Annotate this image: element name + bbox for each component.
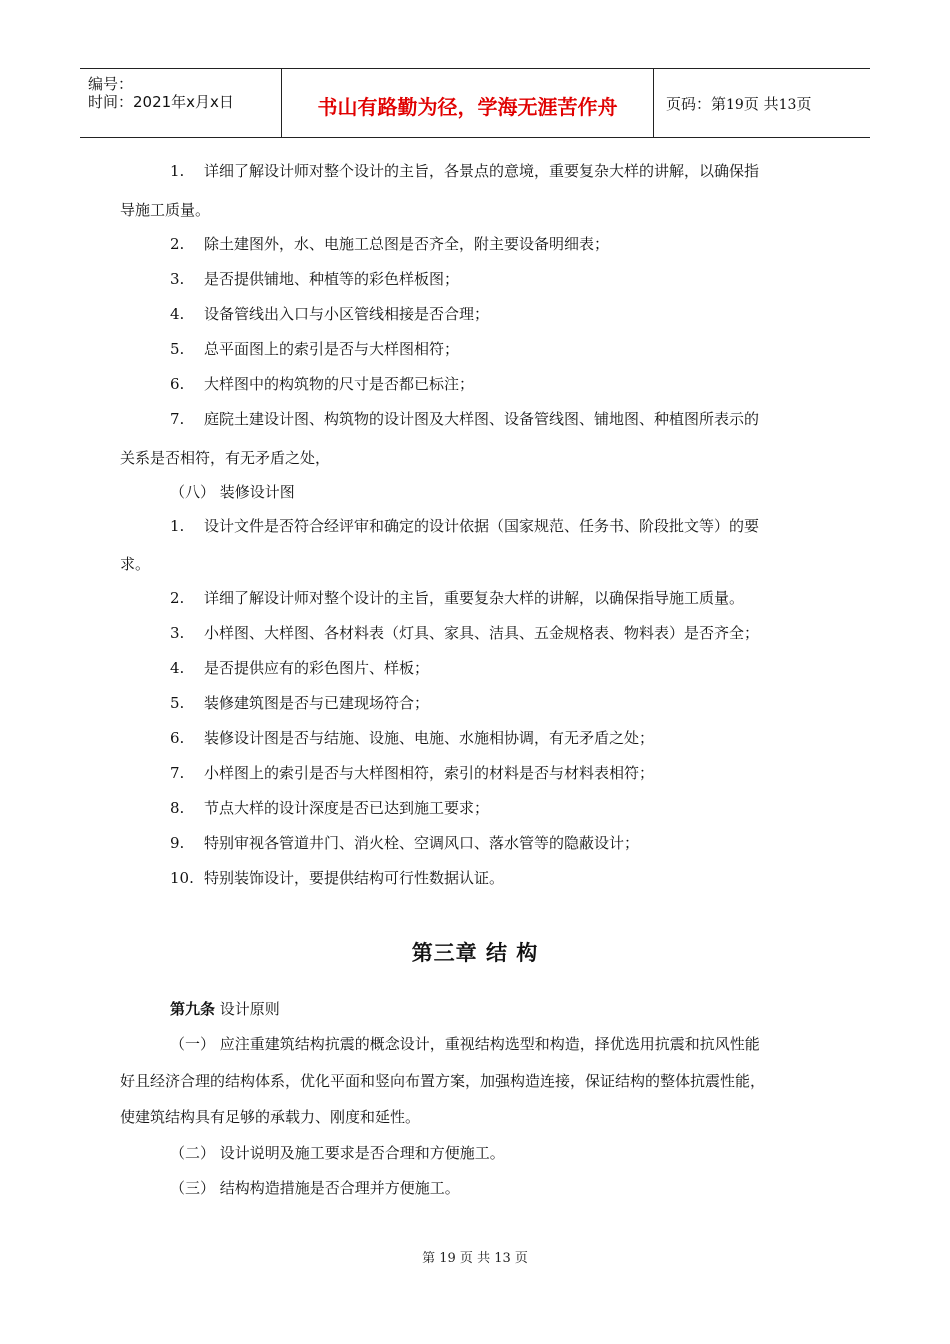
page-suffix: 页 (796, 95, 812, 113)
paragraph-line: （二） 设计说明及施工要求是否合理和方便施工。 (170, 1144, 505, 1162)
date-label: 时间：2021年x月x日 (88, 93, 234, 111)
page-header (80, 68, 870, 138)
paragraph-line: 使建筑结构具有足够的承载力、刚度和延性。 (120, 1108, 421, 1126)
header-motto: 书山有路勤为径，学海无涯苦作舟 (317, 95, 618, 119)
item-number: 9. (170, 834, 185, 852)
item-text: 详细了解设计师对整个设计的主旨，各景点的意境，重要复杂大样的讲解，以确保指 (204, 162, 760, 180)
item-number: 1. (170, 162, 185, 180)
item-number: 4. (170, 659, 185, 677)
item-text: 小样图、大样图、各材料表（灯具、家具、洁具、五金规格表、物料表）是否齐全； (204, 624, 760, 642)
item-number: 5. (170, 340, 185, 358)
item-text: 设备管线出入口与小区管线相接是否合理； (204, 305, 490, 323)
paragraph-line: （一） 应注重建筑结构抗震的概念设计，重视结构选型和构造，择优选用抗震和抗风性能 (170, 1035, 760, 1053)
paragraph-line: 好且经济合理的结构体系，优化平面和竖向布置方案，加强构造连接，保证结构的整体抗震性能， (120, 1072, 766, 1090)
article-heading (170, 999, 280, 1019)
page-mid: 页 共 (743, 95, 779, 113)
header-motto-cell (282, 69, 654, 137)
item-number: 2. (170, 589, 185, 607)
item-number: 5. (170, 694, 185, 712)
item-text: 设计文件是否符合经评审和确定的设计依据（国家规范、任务书、阶段批文等）的要 (204, 517, 760, 535)
item-number: 3. (170, 270, 185, 288)
page-current: 19 (726, 97, 744, 113)
section-heading: （八） 装修设计图 (170, 483, 295, 501)
item-number: 8. (170, 799, 185, 817)
item-text: 大样图中的构筑物的尺寸是否都已标注； (204, 375, 475, 393)
item-text: 特别装饰设计，要提供结构可行性数据认证。 (204, 869, 505, 887)
item-number: 6. (170, 729, 185, 747)
item-text: 特别审视各管道井门、消火栓、空调风口、落水管等的隐蔽设计； (204, 834, 640, 852)
item-text: 节点大样的设计深度是否已达到施工要求； (204, 799, 490, 817)
item-text: 详细了解设计师对整个设计的主旨，重要复杂大样的讲解，以确保指导施工质量。 (204, 589, 745, 607)
item-number: 4. (170, 305, 185, 323)
page-footer: 第 19 页 共 13 页 (422, 1251, 528, 1266)
item-number: 1. (170, 517, 185, 535)
paragraph-line: （三） 结构构造措施是否合理并方便施工。 (170, 1179, 460, 1197)
item-text: 小样图上的索引是否与大样图相符，索引的材料是否与材料表相符； (204, 764, 655, 782)
item-text: 装修建筑图是否与已建现场符合； (204, 694, 430, 712)
item-number: 3. (170, 624, 185, 642)
item-text: 是否提供铺地、种植等的彩色样板图； (204, 270, 460, 288)
item-number: 6. (170, 375, 185, 393)
header-meta-cell (80, 69, 282, 137)
item-text: 庭院土建设计图、构筑物的设计图及大样图、设备管线图、铺地图、种植图所表示的 (204, 410, 760, 428)
page-prefix: 页码：第 (666, 95, 727, 113)
item-number: 10. (170, 869, 194, 887)
item-continuation: 求。 (120, 555, 151, 573)
chapter-title: 第三章 结 构 (411, 941, 539, 965)
item-continuation: 关系是否相符，有无矛盾之处， (120, 449, 331, 467)
item-text: 装修设计图是否与结施、设施、电施、水施相协调，有无矛盾之处； (204, 729, 655, 747)
item-number: 7. (170, 764, 185, 782)
article-label: 第九条 (170, 1000, 216, 1018)
item-number: 7. (170, 410, 185, 428)
item-number: 2. (170, 235, 185, 253)
header-page-info (666, 93, 811, 114)
page-total: 13 (778, 97, 797, 113)
item-continuation: 导施工质量。 (120, 201, 211, 219)
article-text: 设计原则 (215, 1000, 280, 1018)
number-label: 编号： (88, 75, 134, 93)
item-text: 除土建图外，水、电施工总图是否齐全，附主要设备明细表； (204, 235, 610, 253)
header-page-cell (654, 69, 870, 137)
item-text: 总平面图上的索引是否与大样图相符； (204, 340, 460, 358)
item-text: 是否提供应有的彩色图片、样板； (204, 659, 430, 677)
